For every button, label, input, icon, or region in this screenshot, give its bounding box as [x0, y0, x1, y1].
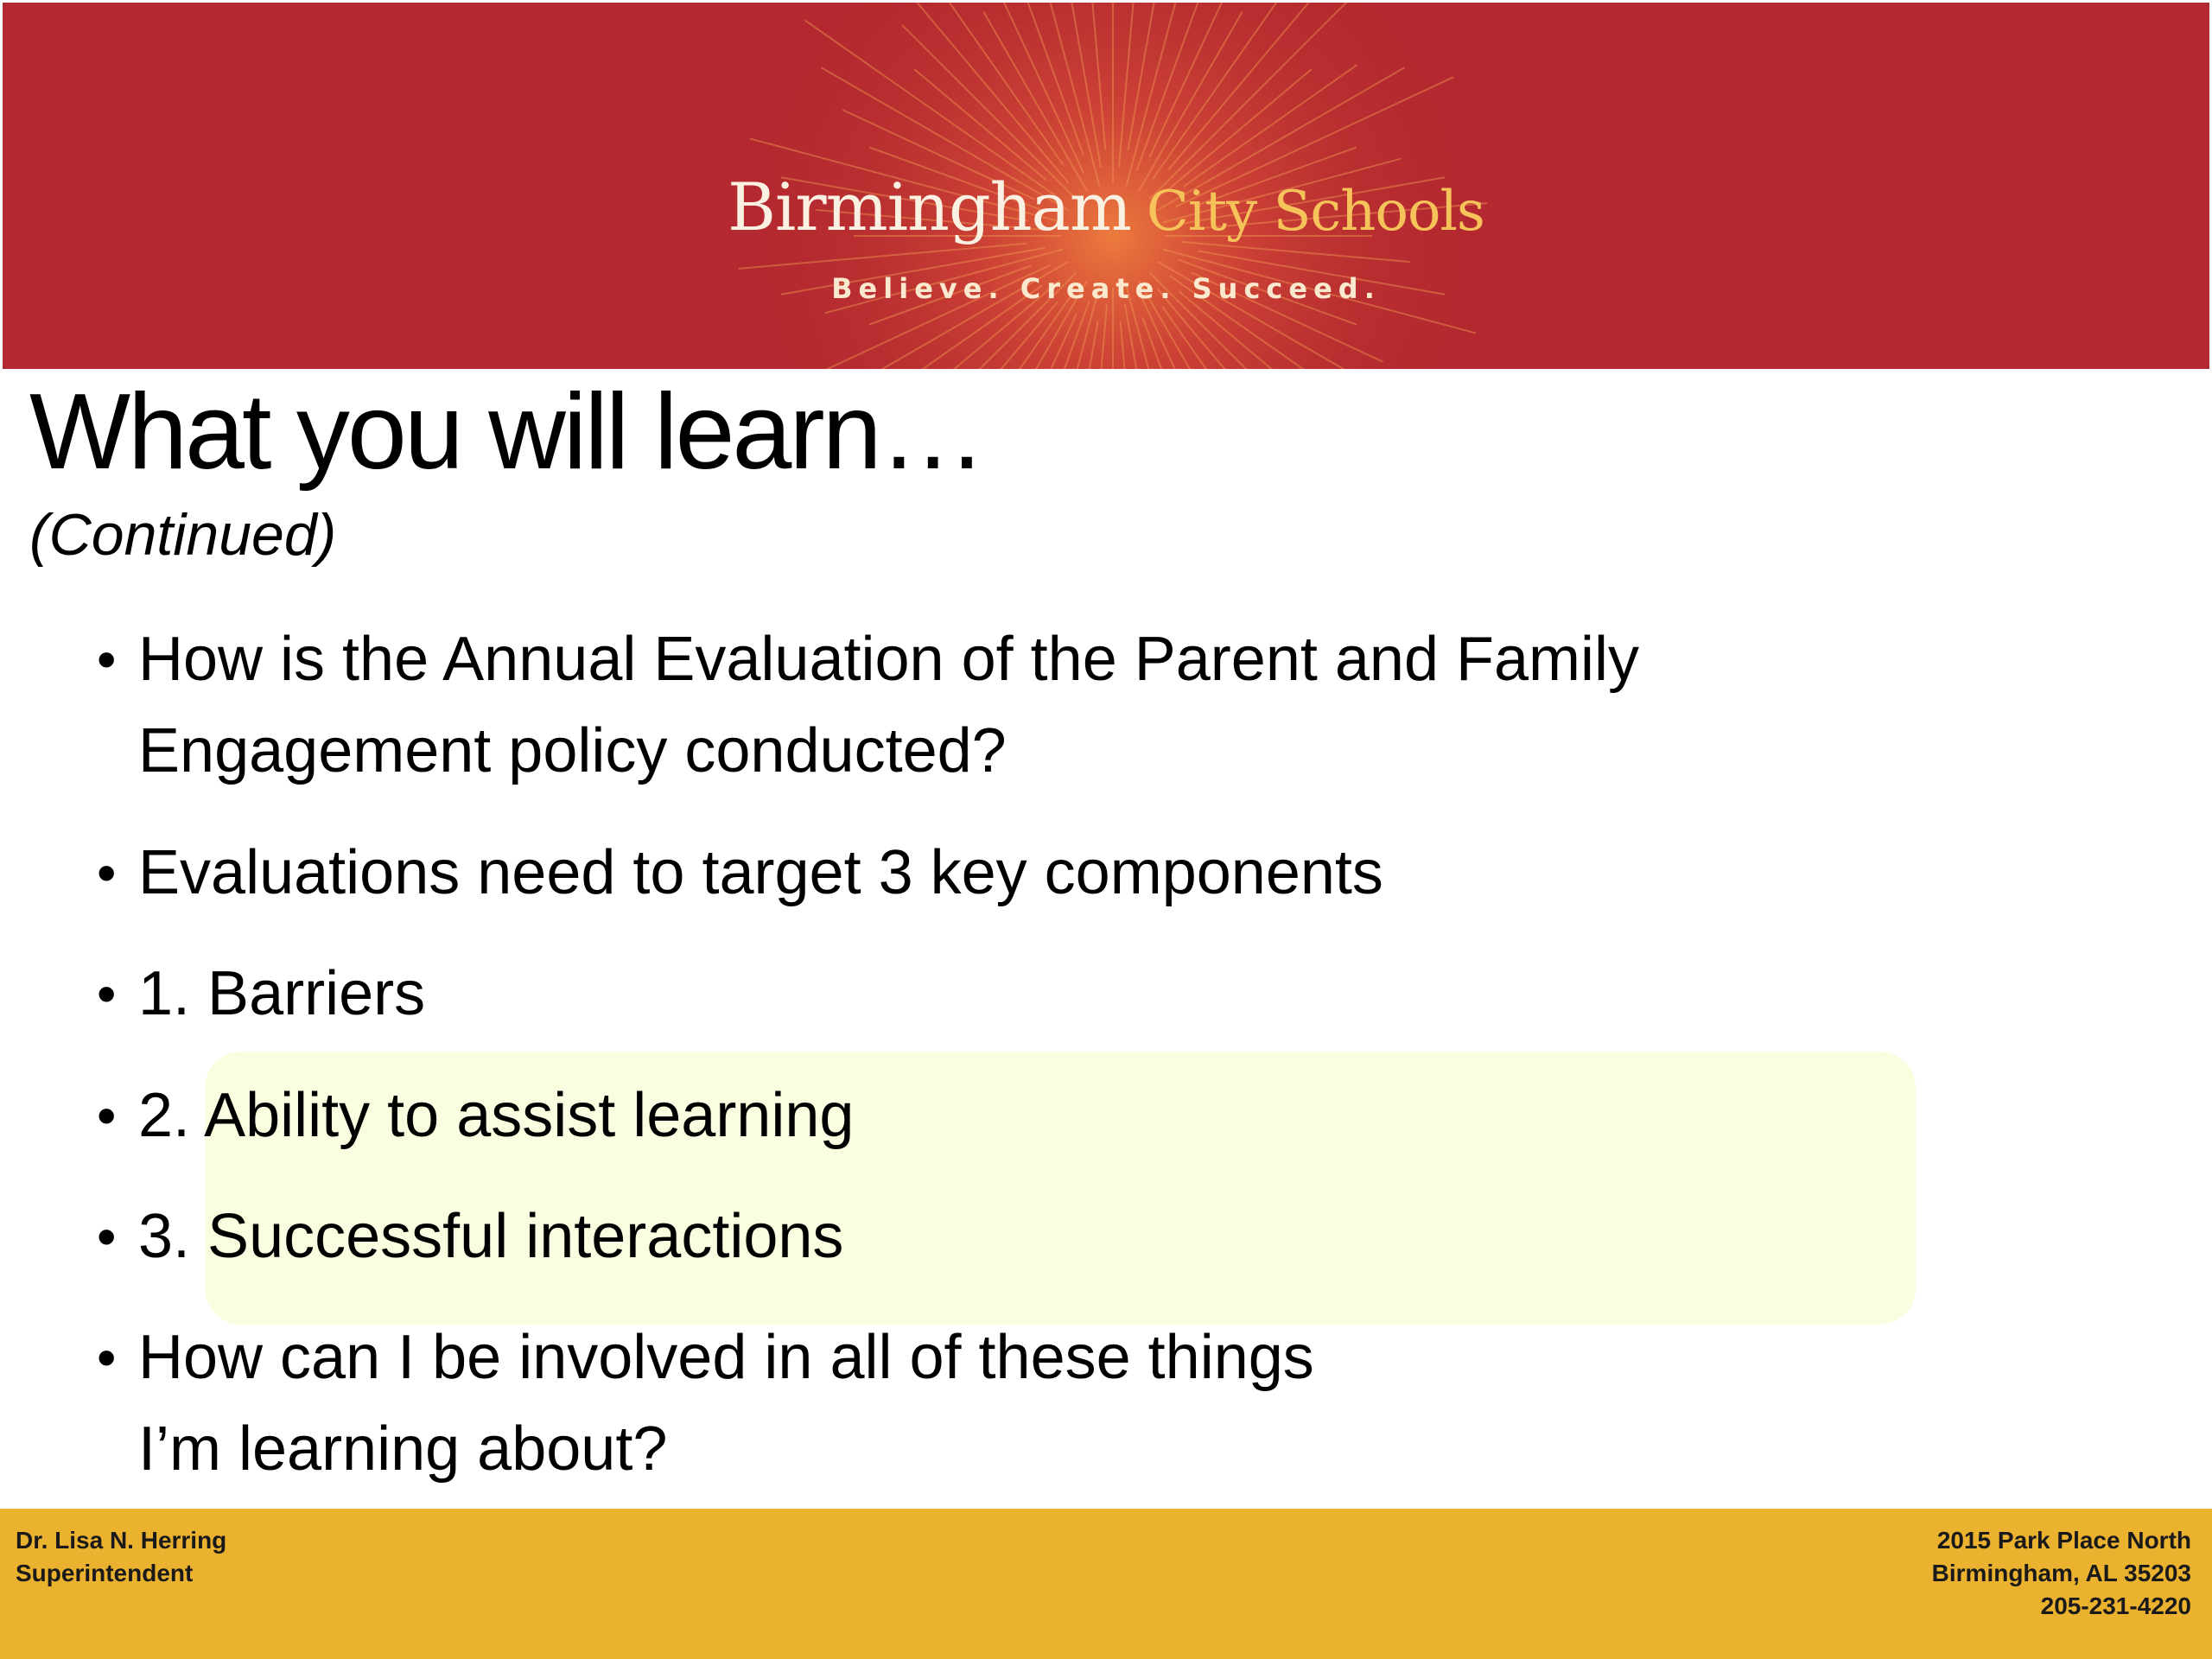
superintendent-name: Dr. Lisa N. Herring — [16, 1527, 227, 1554]
bullet-text — [138, 613, 1639, 797]
bullet-line: Evaluations need to target 3 key components — [138, 838, 1383, 907]
bullet-line: I’m learning about? — [138, 1414, 668, 1484]
bullet-line: How is the Annual Evaluation of the Parent and Family — [138, 625, 1639, 694]
bullet-line: Engagement policy conducted? — [138, 716, 1007, 785]
footer-bar — [0, 1509, 2212, 1659]
bullet-dot-icon: • — [97, 963, 117, 1025]
slide-title: What you will learn… — [29, 372, 984, 492]
bullet-dot-icon: • — [97, 842, 117, 904]
bullet-text — [138, 827, 1383, 918]
slide-subtitle: (Continued) — [29, 502, 337, 568]
bullet-dot-icon: • — [97, 1326, 117, 1389]
logo-tagline: Believe. Create. Succeed. — [831, 272, 1381, 305]
bullet-line: 2. Ability to assist learning — [138, 1081, 855, 1150]
bullet-line: 1. Barriers — [138, 959, 426, 1028]
logo-word-birmingham: Birmingham — [728, 168, 1131, 245]
logo-word-city-schools: City Schools — [1146, 180, 1484, 244]
bullet-dot-icon: • — [97, 1084, 117, 1147]
address-city: Birmingham, AL 35203 — [1931, 1560, 2191, 1586]
footer-address — [1932, 1524, 2191, 1623]
bullet-dot-icon: • — [97, 1205, 117, 1268]
superintendent-role: Superintendent — [16, 1560, 194, 1586]
bullet-line: 3. Successful interactions — [138, 1202, 844, 1271]
bullet-line: How can I be involved in all of these things — [138, 1323, 1314, 1392]
bullet-text — [138, 1070, 854, 1161]
footer-contact-person — [16, 1524, 226, 1590]
address-street: 2015 Park Place North — [1936, 1527, 2191, 1554]
bullet-text — [138, 948, 425, 1039]
address-phone: 205-231-4220 — [2040, 1592, 2191, 1619]
bullet-text — [138, 1312, 1314, 1495]
bullet-text — [138, 1191, 843, 1282]
bullet-dot-icon: • — [97, 628, 117, 690]
